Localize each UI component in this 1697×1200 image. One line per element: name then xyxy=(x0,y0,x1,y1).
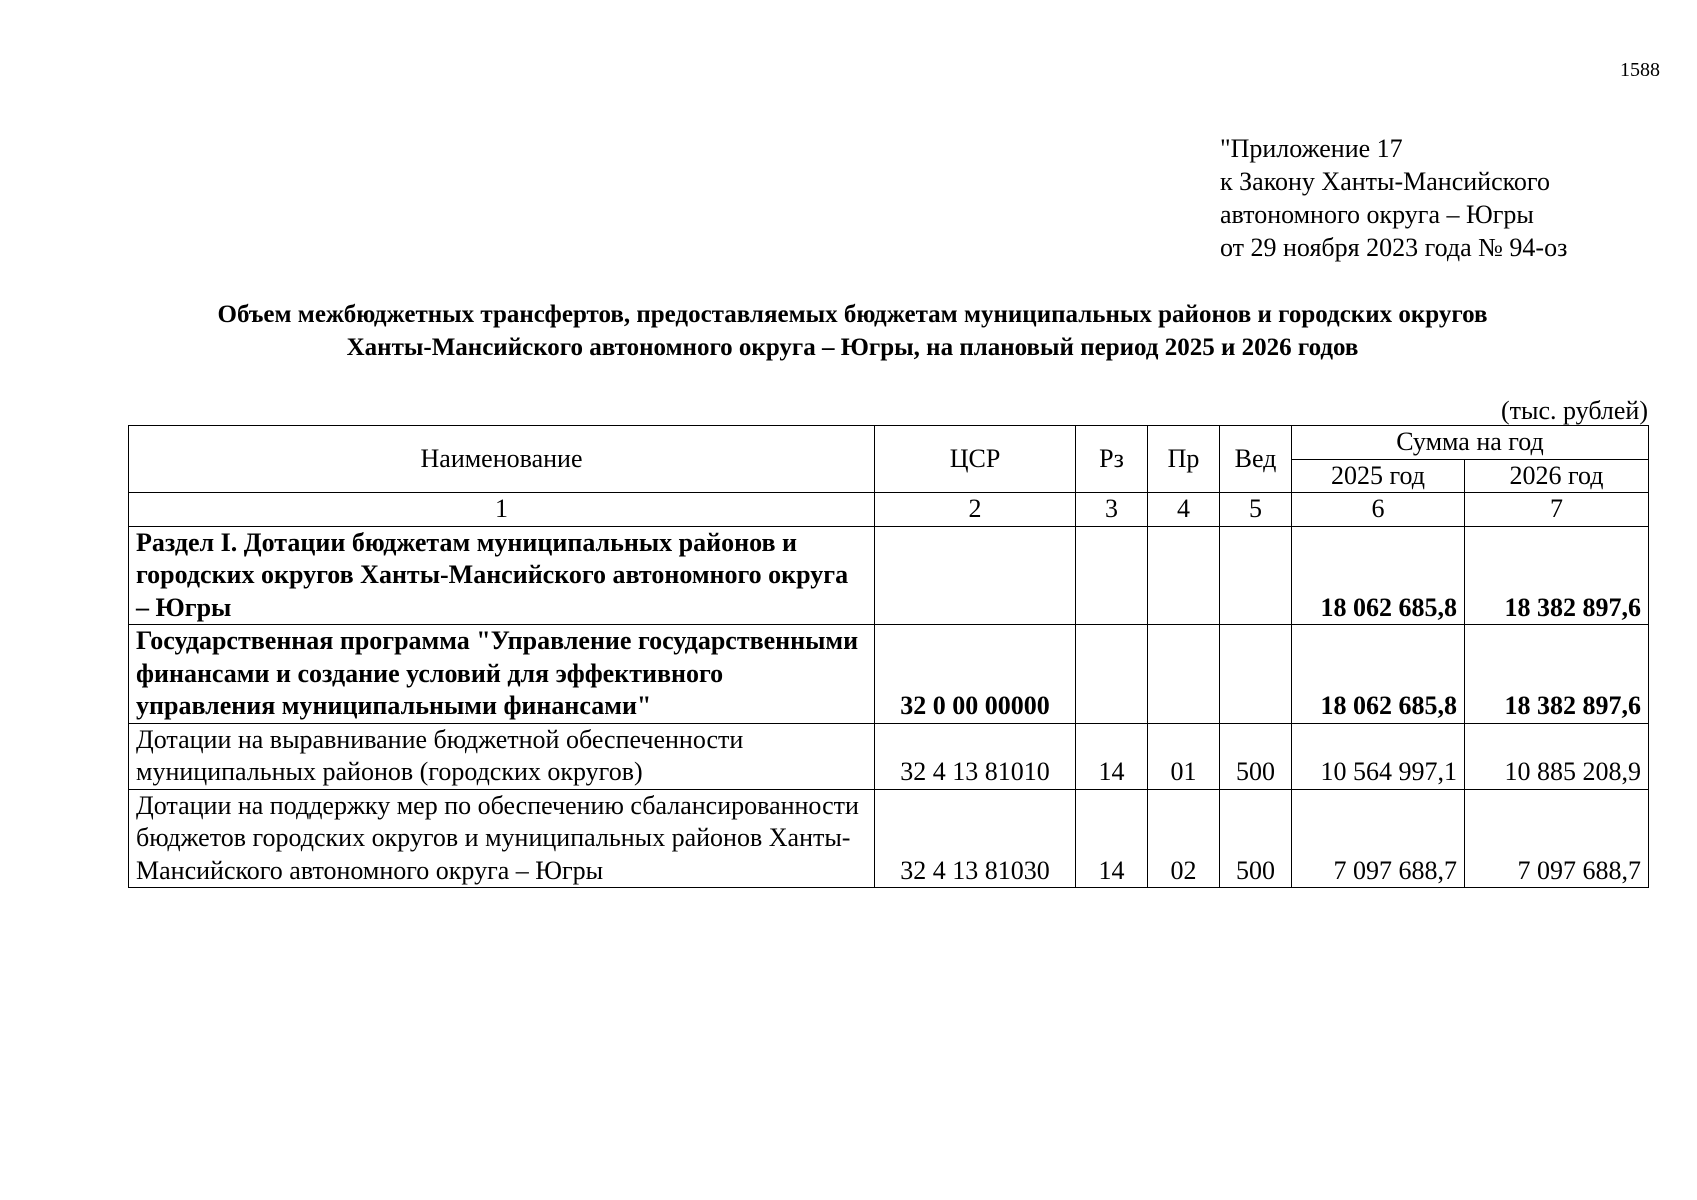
row-csr: 32 4 13 81010 xyxy=(875,723,1076,789)
title-line-2: Ханты-Мансийского автономного округа – Югры, на плановый период 2025 и 2026 годов xyxy=(346,334,1359,361)
row-rz: 14 xyxy=(1076,723,1148,789)
title-line-1: Объем межбюджетных трансфертов, предоставляемых бюджетам муниципальных районов и городских округов xyxy=(217,301,1488,328)
header-sum: Сумма на год xyxy=(1292,426,1649,460)
appendix-line: "Приложение 17 xyxy=(1220,134,1403,163)
row-amount-2026: 10 885 208,9 xyxy=(1465,723,1649,789)
header-rz: Рз xyxy=(1076,426,1148,493)
appendix-line: к Закону Ханты-Мансийского xyxy=(1220,167,1550,196)
row-ved xyxy=(1220,625,1292,724)
column-number: 2 xyxy=(875,493,1076,527)
column-number: 7 xyxy=(1465,493,1649,527)
row-pr: 01 xyxy=(1148,723,1220,789)
row-csr xyxy=(875,526,1076,625)
table-row xyxy=(129,723,1649,789)
row-amount-2026: 7 097 688,7 xyxy=(1465,789,1649,888)
page-number: 1588 xyxy=(1620,59,1660,81)
header-ved: Вед xyxy=(1220,426,1292,493)
row-rz xyxy=(1076,526,1148,625)
row-amount-2025: 7 097 688,7 xyxy=(1292,789,1465,888)
row-name: Государственная программа "Управление государственными финансами и создание условий для эффективного управления муниципальными финансами" xyxy=(129,625,875,724)
table-row xyxy=(129,526,1649,625)
column-number: 3 xyxy=(1076,493,1148,527)
column-number-row xyxy=(129,493,1649,527)
row-rz xyxy=(1076,625,1148,724)
row-csr: 32 0 00 00000 xyxy=(875,625,1076,724)
row-csr: 32 4 13 81030 xyxy=(875,789,1076,888)
row-ved xyxy=(1220,526,1292,625)
row-amount-2025: 10 564 997,1 xyxy=(1292,723,1465,789)
row-amount-2026: 18 382 897,6 xyxy=(1465,526,1649,625)
row-amount-2025: 18 062 685,8 xyxy=(1292,526,1465,625)
table-row xyxy=(129,789,1649,888)
row-ved: 500 xyxy=(1220,723,1292,789)
table-row xyxy=(129,625,1649,724)
row-name: Дотации на выравнивание бюджетной обеспеченности муниципальных районов (городских округов) xyxy=(129,723,875,789)
row-amount-2026: 18 382 897,6 xyxy=(1465,625,1649,724)
header-csr: ЦСР xyxy=(875,426,1076,493)
header-year-2025: 2025 год xyxy=(1292,459,1465,493)
header-name: Наименование xyxy=(129,426,875,493)
header-pr: Пр xyxy=(1148,426,1220,493)
header-year-2026: 2026 год xyxy=(1465,459,1649,493)
column-number: 6 xyxy=(1292,493,1465,527)
document-title xyxy=(100,298,1605,364)
row-pr xyxy=(1148,625,1220,724)
row-amount-2025: 18 062 685,8 xyxy=(1292,625,1465,724)
appendix-line: автономного округа – Югры xyxy=(1220,200,1534,229)
row-pr: 02 xyxy=(1148,789,1220,888)
appendix-note xyxy=(1220,132,1567,264)
row-rz: 14 xyxy=(1076,789,1148,888)
row-ved: 500 xyxy=(1220,789,1292,888)
units-label: (тыс. рублей) xyxy=(1500,396,1648,425)
row-pr xyxy=(1148,526,1220,625)
appendix-line: от 29 ноября 2023 года № 94-оз xyxy=(1220,233,1568,262)
row-name: Дотации на поддержку мер по обеспечению сбалансированности бюджетов городских округов и муниципальных районов Ханты-Мансийского автономного округа – Югры xyxy=(129,789,875,888)
column-number: 1 xyxy=(129,493,875,527)
column-number: 5 xyxy=(1220,493,1292,527)
column-number: 4 xyxy=(1148,493,1220,527)
row-name: Раздел I. Дотации бюджетам муниципальных районов и городских округов Ханты-Мансийского автономного округа – Югры xyxy=(129,526,875,625)
transfers-table xyxy=(128,425,1649,888)
